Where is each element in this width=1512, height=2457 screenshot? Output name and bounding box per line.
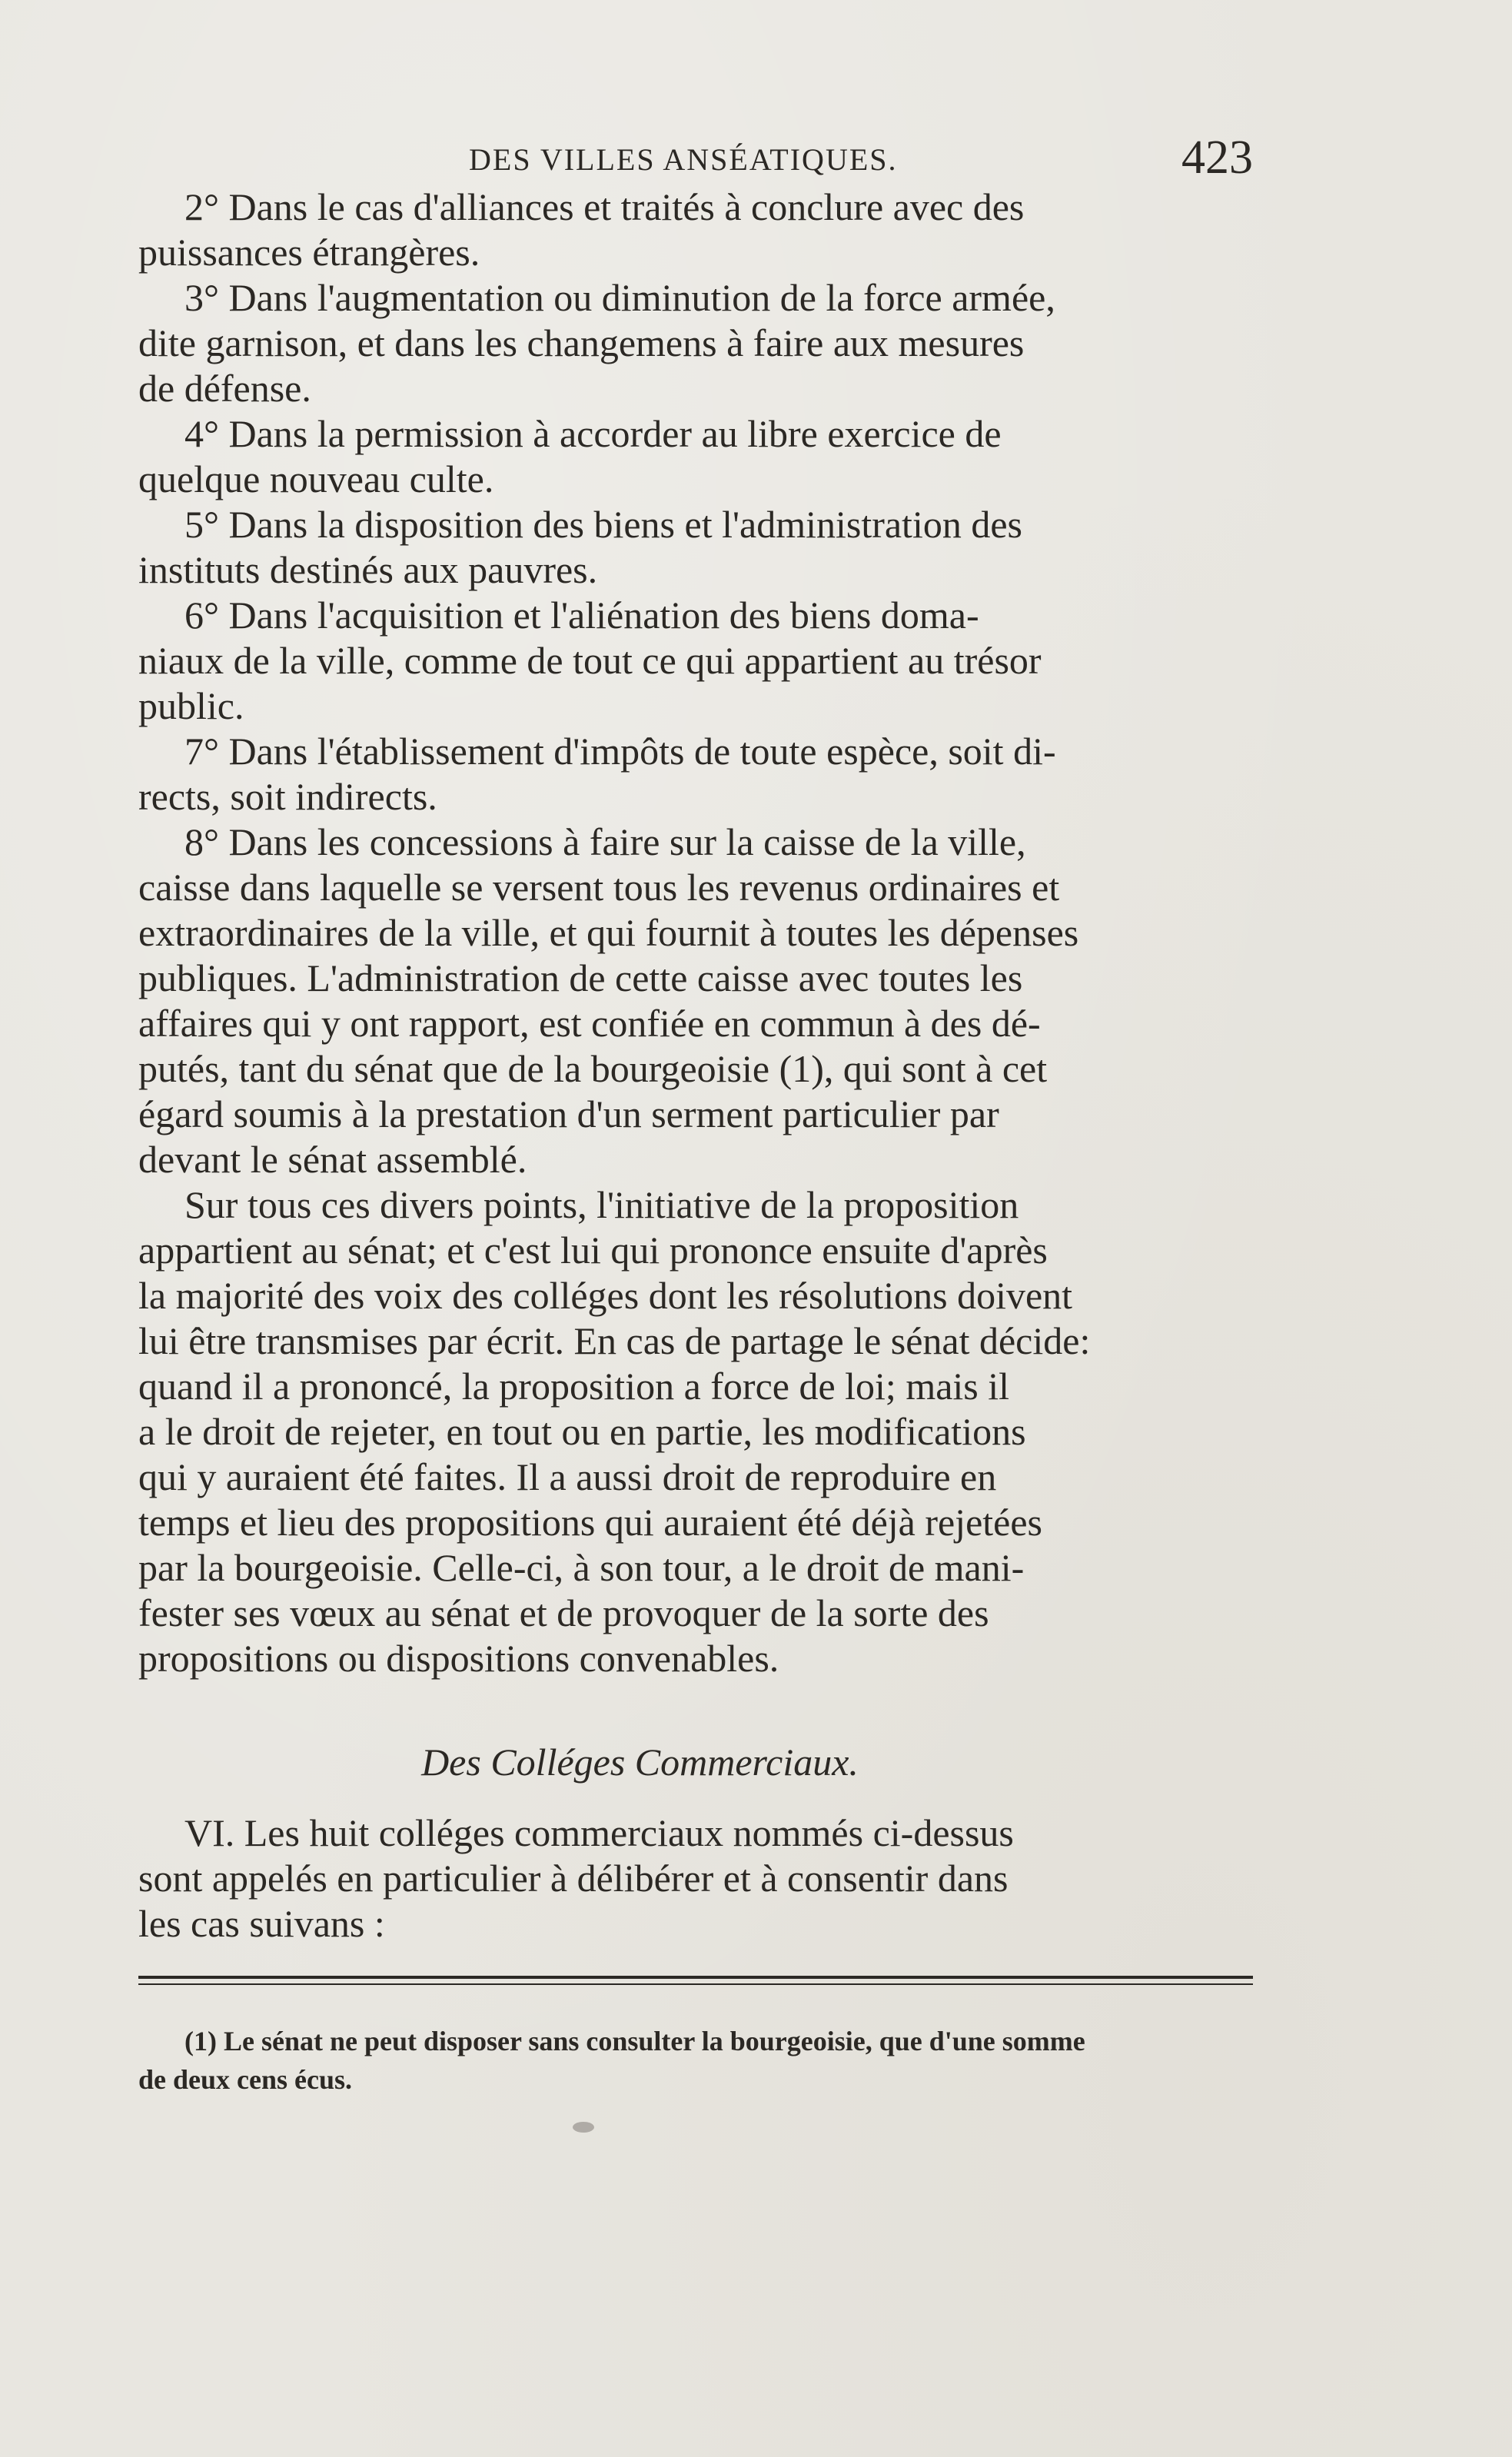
page-header [138, 131, 1253, 192]
text-line: puissances étrangères. [138, 231, 480, 274]
text-line: VI. Les huit colléges commerciaux nommés ci-dessus [184, 1811, 1014, 1854]
text-line: sont appelés en particulier à délibérer et à consentir dans [138, 1857, 1009, 1900]
text-line: par la bourgeoisie. Celle-ci, à son tour, a le droit de mani- [138, 1546, 1025, 1589]
text-line: quand il a prononcé, la proposition a force de loi; mais il [138, 1365, 1010, 1408]
footnote-line: de deux cens écus. [138, 2064, 352, 2095]
text-line: quelque nouveau culte. [138, 457, 494, 500]
text-line: 5° Dans la disposition des biens et l'administration des [184, 503, 1022, 546]
text-line: égard soumis à la prestation d'un serment particulier par [138, 1092, 999, 1135]
text-line: rects, soit indirects. [138, 775, 437, 818]
text-line: fester ses vœux au sénat et de provoquer de la sorte des [138, 1591, 989, 1634]
footnote [138, 2022, 1257, 2099]
footnote-rule [138, 1976, 1253, 1979]
text-line: 8° Dans les concessions à faire sur la caisse de la ville, [184, 820, 1026, 863]
text-line: instituts destinés aux pauvres. [138, 548, 598, 591]
text-line: dite garnison, et dans les changemens à faire aux mesures [138, 321, 1025, 364]
text-line: putés, tant du sénat que de la bourgeoisie (1), qui sont à cet [138, 1047, 1048, 1090]
text-line: affaires qui y ont rapport, est confiée en commun à des dé- [138, 1002, 1041, 1045]
text-line: la majorité des voix des colléges dont les résolutions doivent [138, 1274, 1073, 1317]
text-line: 3° Dans l'augmentation ou diminution de la force armée, [184, 276, 1055, 319]
text-line: lui être transmises par écrit. En cas de partage le sénat décide: [138, 1319, 1091, 1362]
ink-smudge [573, 2122, 594, 2133]
text-line: de défense. [138, 367, 311, 410]
section-text [138, 1810, 1257, 1947]
footnote-line: (1) Le sénat ne peut disposer sans consulter la bourgeoisie, que d'une somme [184, 2026, 1085, 2056]
running-head: DES VILLES ANSÉATIQUES. [469, 142, 898, 177]
text-line: Sur tous ces divers points, l'initiative de la proposition [184, 1183, 1019, 1226]
text-line: 4° Dans la permission à accorder au libre exercice de [184, 412, 1002, 455]
page-number: 423 [1181, 131, 1253, 184]
text-line: les cas suivans : [138, 1902, 385, 1945]
text-line: extraordinaires de la ville, et qui fournit à toutes les dépenses [138, 911, 1079, 954]
text-line: caisse dans laquelle se versent tous les revenus ordinaires et [138, 866, 1060, 909]
text-line: devant le sénat assemblé. [138, 1138, 527, 1181]
text-line: appartient au sénat; et c'est lui qui prononce ensuite d'après [138, 1228, 1048, 1272]
text-line: a le droit de rejeter, en tout ou en partie, les modifications [138, 1410, 1026, 1453]
text-line: niaux de la ville, comme de tout ce qui appartient au trésor [138, 639, 1042, 682]
text-line: 6° Dans l'acquisition et l'aliénation des biens doma- [184, 593, 979, 637]
main-text [138, 185, 1257, 1681]
section-heading-text: Des Colléges Commerciaux. [421, 1741, 859, 1784]
footnote-rule-thin [138, 1983, 1253, 1985]
text-line: 2° Dans le cas d'alliances et traités à conclure avec des [184, 185, 1025, 228]
text-line: 7° Dans l'établissement d'impôts de toute espèce, soit di- [184, 730, 1056, 773]
text-line: temps et lieu des propositions qui auraient été déjà rejetées [138, 1501, 1043, 1544]
section-heading [138, 1739, 1257, 1785]
text-line: qui y auraient été faites. Il a aussi droit de reproduire en [138, 1455, 997, 1498]
text-line: propositions ou dispositions convenables. [138, 1637, 779, 1680]
text-line: public. [138, 684, 244, 727]
text-line: publiques. L'administration de cette caisse avec toutes les [138, 956, 1023, 999]
